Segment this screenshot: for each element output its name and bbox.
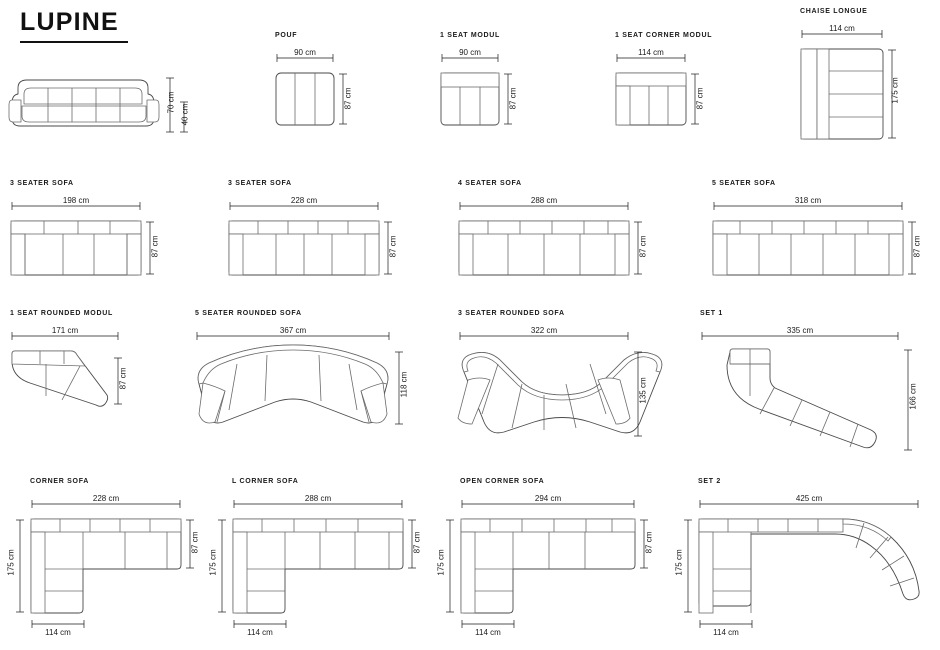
5-seater-318-drawing: [712, 220, 904, 276]
chaise-longue-drawing: [800, 48, 884, 140]
label-1-seat-modul: 1 SEAT MODUL: [440, 32, 500, 39]
label-3-seater-rounded-sofa: 3 SEATER ROUNDED SOFA: [458, 310, 565, 317]
dimension-1-seat-rounded-modul-depth: 87 cm: [118, 367, 128, 390]
3-seater-228-drawing: [228, 220, 380, 276]
1-seat-corner-modul-drawing: [615, 72, 687, 126]
dimension-5-seater-rounded-width: 367 cm: [279, 326, 307, 335]
dimension-corner-sofa-bottom: 114 cm: [45, 628, 71, 637]
dimension-5-seater-318-width: 318 cm: [794, 196, 822, 205]
brand-underline: [20, 41, 128, 43]
dimension-pouf-width: 90 cm: [294, 48, 316, 57]
set-2-drawing: [698, 518, 920, 614]
4-seater-288-drawing: [458, 220, 630, 276]
brand-block: [20, 10, 140, 43]
dimension-open-corner-sofa-width: 294 cm: [534, 494, 562, 503]
corner-sofa-drawing: [30, 518, 182, 614]
3-seater-rounded-drawing: [458, 350, 630, 438]
set-1-drawing: [700, 348, 900, 452]
dimension-1-seat-modul-width: 90 cm: [459, 48, 481, 57]
dimension-chaise-longue-width: 114 cm: [829, 24, 855, 33]
dimension-5-seater-rounded-depth: 118 cm: [399, 371, 409, 398]
label-1-seat-corner-modul: 1 SEAT CORNER MODUL: [615, 32, 713, 39]
dimension-hero-height: 70 cm: [166, 91, 176, 114]
label-chaise-longue: CHAISE LONGUE: [800, 8, 868, 15]
dimension-1-seat-modul-depth: 87 cm: [508, 87, 518, 110]
set2-depth-dimension: [682, 518, 696, 614]
dimension-corner-sofa-width: 228 cm: [92, 494, 120, 503]
pouf-drawing: [275, 72, 335, 126]
dimension-set-2-depth: 175 cm: [674, 549, 684, 576]
dimension-3-seater-198-width: 198 cm: [62, 196, 90, 205]
dimension-set-2-bottom: 114 cm: [713, 628, 739, 637]
label-set-2: SET 2: [698, 478, 721, 485]
open-corner-depth-dimension: [444, 518, 458, 614]
dimension-set-2-width: 425 cm: [795, 494, 823, 503]
label-3-seater-sofa-228: 3 SEATER SOFA: [228, 180, 292, 187]
label-set-1: SET 1: [700, 310, 723, 317]
dimension-1-seat-corner-modul-depth: 87 cm: [695, 87, 705, 110]
dimension-1-seat-rounded-modul-width: 171 cm: [51, 326, 79, 335]
label-3-seater-sofa-198: 3 SEATER SOFA: [10, 180, 74, 187]
label-corner-sofa: CORNER SOFA: [30, 478, 90, 485]
dimension-l-corner-sofa-bottom: 114 cm: [247, 628, 273, 637]
label-1-seat-rounded-modul: 1 SEAT ROUNDED MODUL: [10, 310, 113, 317]
label-pouf: POUF: [275, 32, 298, 39]
label-open-corner-sofa: OPEN CORNER SOFA: [460, 478, 545, 485]
label-5-seater-sofa-318: 5 SEATER SOFA: [712, 180, 776, 187]
dimension-3-seater-228-depth: 87 cm: [388, 235, 398, 258]
1-seat-modul-drawing: [440, 72, 500, 126]
dimension-set-1-depth: 166 cm: [908, 383, 918, 410]
dimension-3-seater-228-width: 228 cm: [290, 196, 318, 205]
dimension-open-corner-sofa-height: 87 cm: [644, 531, 654, 554]
open-corner-sofa-drawing: [460, 518, 636, 614]
dimension-corner-sofa-height: 87 cm: [190, 531, 200, 554]
dimension-open-corner-sofa-bottom: 114 cm: [475, 628, 501, 637]
1-seat-rounded-modul-drawing: [10, 350, 120, 410]
dimension-l-corner-sofa-height: 87 cm: [412, 531, 422, 554]
dimension-4-seater-288-depth: 87 cm: [638, 235, 648, 258]
dimension-chaise-longue-depth: 175 cm: [890, 77, 900, 104]
dimension-pouf-depth: 87 cm: [343, 87, 353, 110]
product-lupine-hero: [8, 70, 190, 140]
dimension-l-corner-sofa-depth: 175 cm: [208, 549, 218, 576]
label-l-corner-sofa: L CORNER SOFA: [232, 478, 299, 485]
lupine-hero-drawing: [8, 70, 168, 140]
l-corner-depth-dimension: [216, 518, 230, 614]
label-5-seater-rounded-sofa: 5 SEATER ROUNDED SOFA: [195, 310, 302, 317]
dimension-3-seater-rounded-depth: 135 cm: [638, 377, 648, 404]
5-seater-rounded-drawing: [195, 350, 391, 426]
dimension-hero-seat-height: 40 cm: [180, 103, 190, 126]
brand-title: LUPINE: [20, 8, 119, 36]
l-corner-sofa-drawing: [232, 518, 404, 614]
dimension-3-seater-rounded-width: 322 cm: [530, 326, 558, 335]
dimension-4-seater-288-width: 288 cm: [530, 196, 558, 205]
dimension-3-seater-198-depth: 87 cm: [150, 235, 160, 258]
dimension-set-1-width: 335 cm: [786, 326, 814, 335]
dimension-corner-sofa-depth: 175 cm: [6, 549, 16, 576]
dimension-l-corner-sofa-width: 288 cm: [304, 494, 332, 503]
dimension-open-corner-sofa-depth: 175 cm: [436, 549, 446, 576]
dimension-1-seat-corner-modul-width: 114 cm: [638, 48, 664, 57]
3-seater-198-drawing: [10, 220, 142, 276]
dimension-5-seater-318-depth: 87 cm: [912, 235, 922, 258]
label-4-seater-sofa-288: 4 SEATER SOFA: [458, 180, 522, 187]
corner-sofa-depth-dimension: [14, 518, 28, 614]
